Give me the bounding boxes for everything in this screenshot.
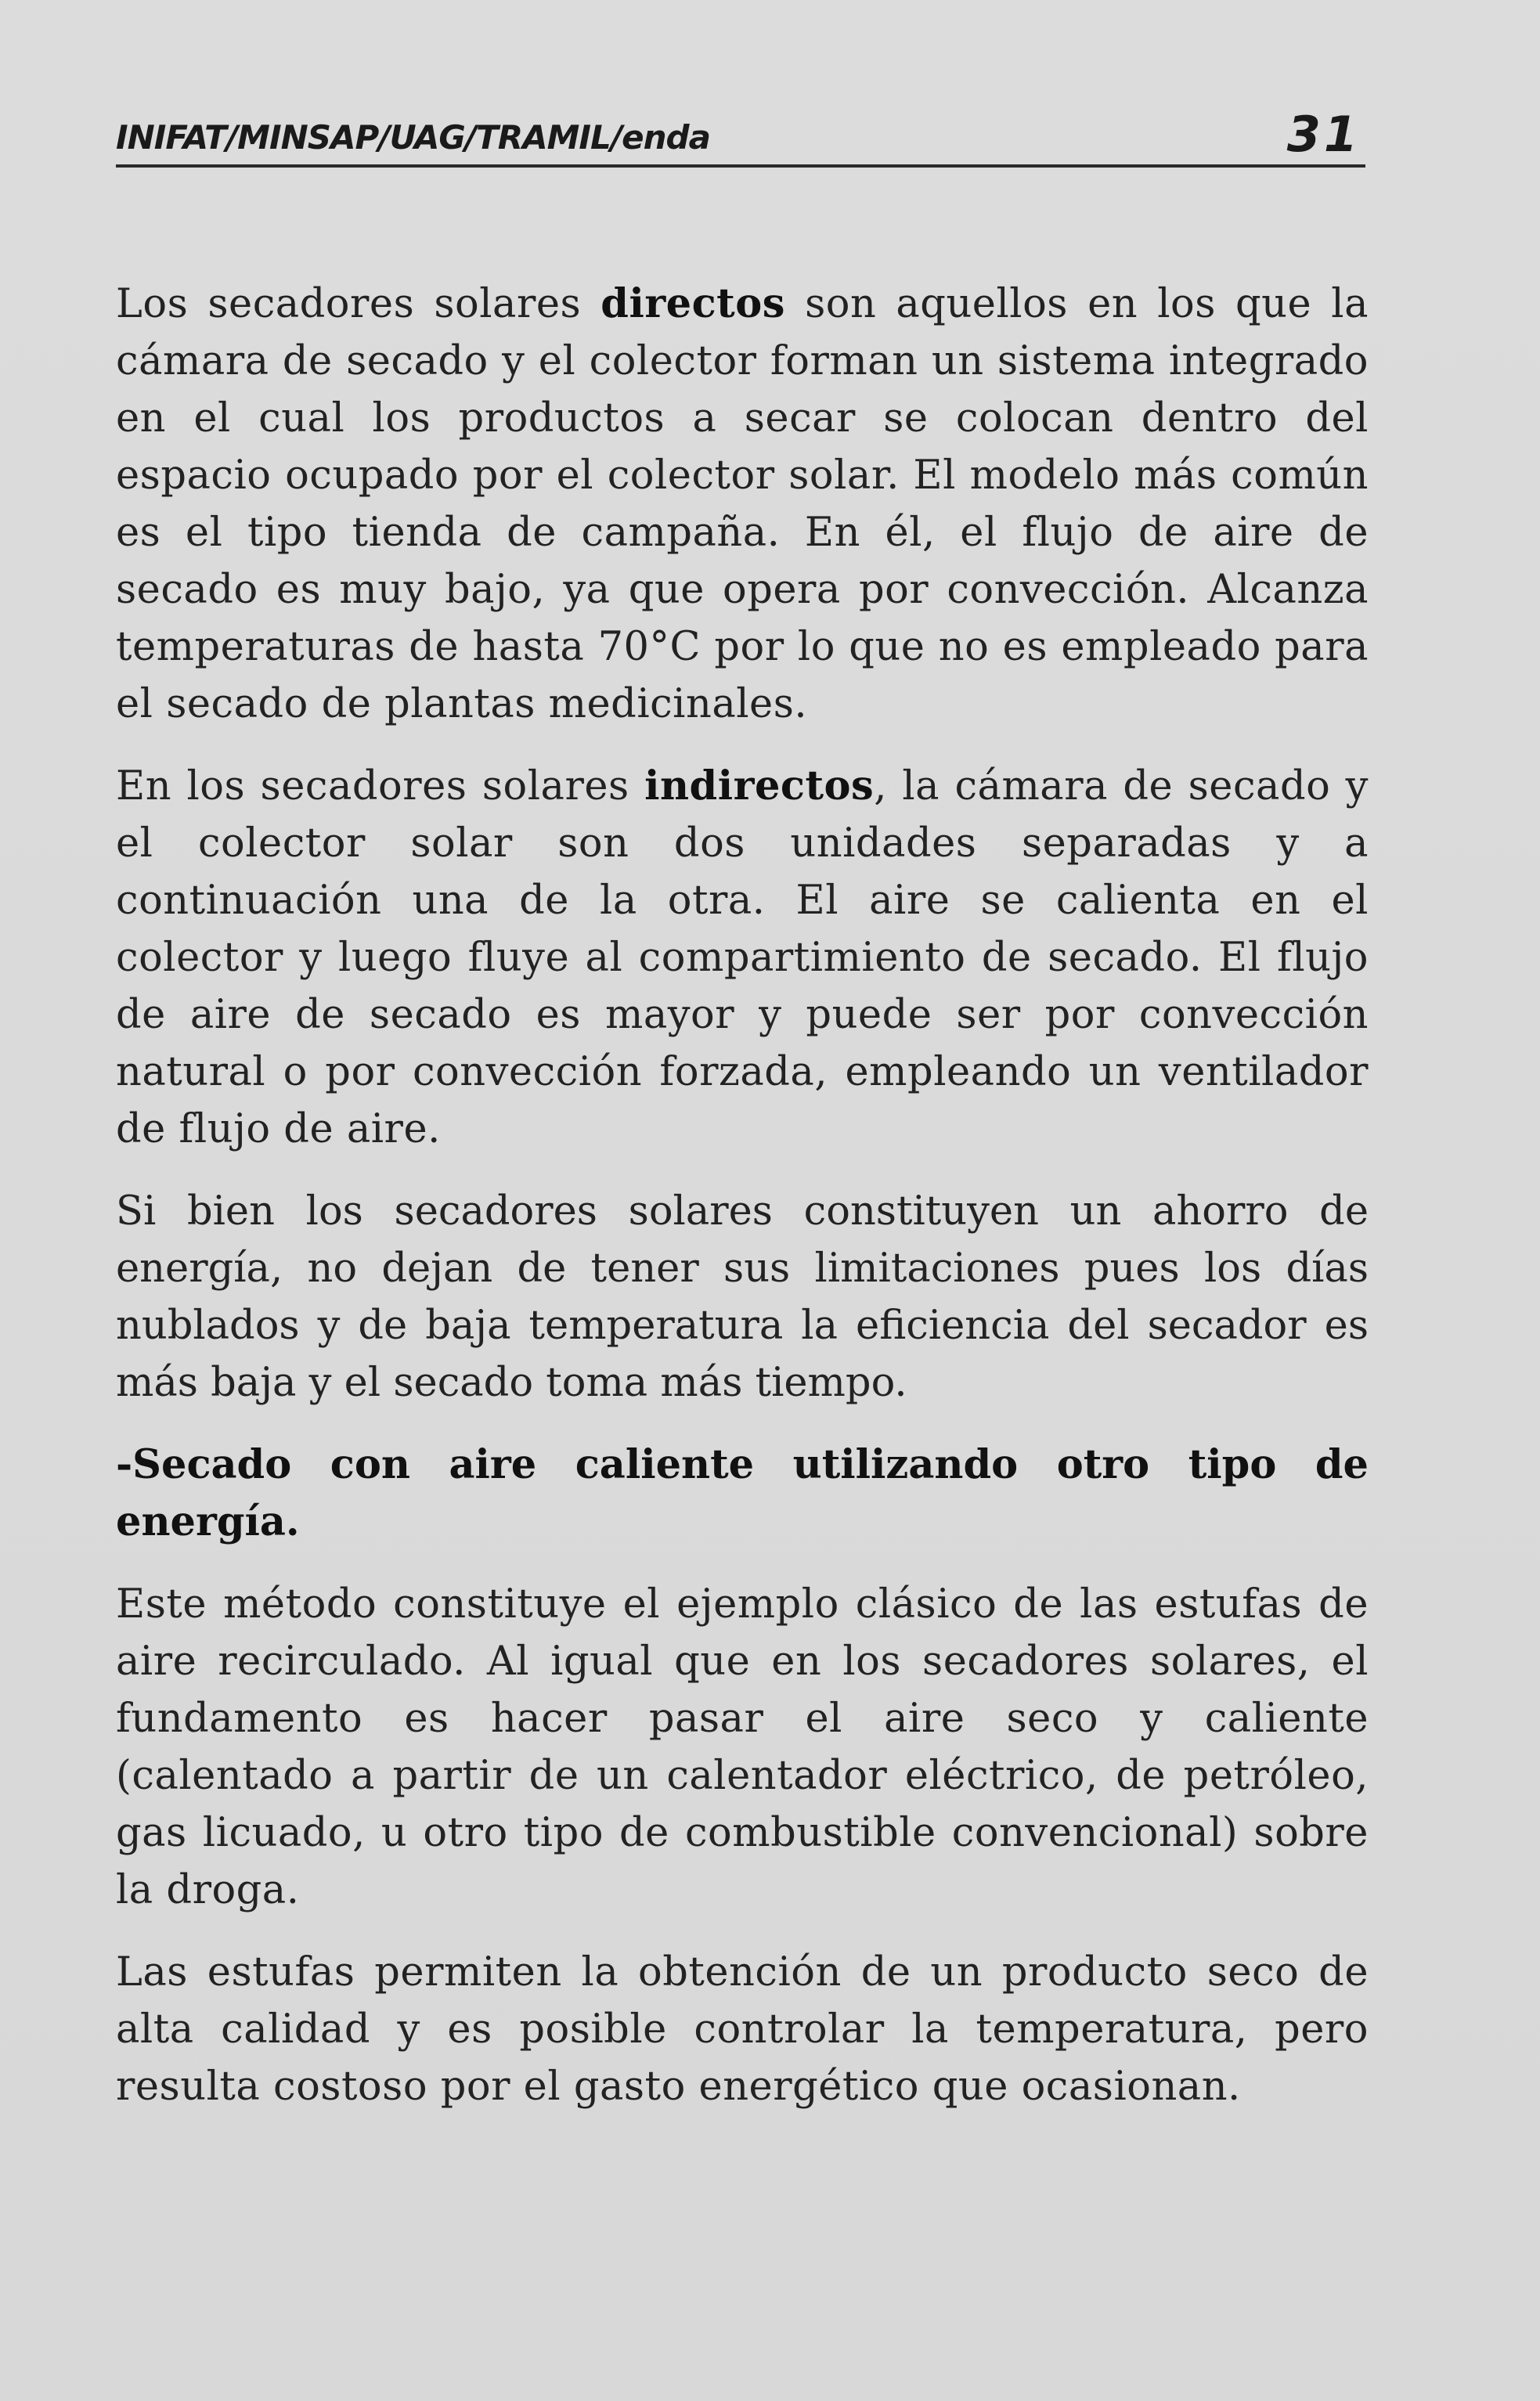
paragraph-text: En los secadores solares: [116, 763, 645, 809]
paragraph-text: Los secadores solares: [116, 281, 601, 327]
page-number: 31: [1286, 106, 1361, 163]
running-head: INIFAT/MINSAP/UAG/TRAMIL/enda: [116, 118, 710, 157]
paragraph-limitations: Si bien los secadores solares constituyen un ahorro de energía, no dejan de tener sus limitaciones pues los días nublados y de baja temperatura la eficiencia del secador es más baja y el secado toma más tiempo.: [116, 1188, 1369, 1406]
paragraph-indirect-dryers: [116, 758, 1369, 1158]
paragraph-text: , la cámara de secado y el colector solar son dos unidades separadas y a continuación una de la otra. El aire se calienta en el colector y luego fluye al compartimiento de secado. El flujo de aire de secado es mayor y puede ser por convección natural o por convección forzada, empleando un ventilador de flujo de aire.: [116, 763, 1369, 1152]
body-text: [116, 276, 1369, 2140]
section-heading: -Secado con aire caliente utilizando otro tipo de energía.: [116, 1441, 1369, 1545]
paragraph-direct-dryers: [116, 276, 1369, 733]
paragraph-ovens: Las estufas permiten la obtención de un producto seco de alta calidad y es posible controlar la temperatura, pero resulta costoso por el gasto energético que ocasionan.: [116, 1949, 1369, 2110]
paragraph-recirculated-air: Este método constituye el ejemplo clásico de las estufas de aire recirculado. Al igual que en los secadores solares, el fundamento es hacer pasar el aire seco y caliente (calentado a partir de un calentador eléctrico, de petróleo, gas licuado, u otro tipo de combustible convencional) sobre la droga.: [116, 1581, 1369, 1913]
paragraph-text: son aquellos en los que la cámara de secado y el colector forman un sistema integrado en el cual los productos a secar se colocan dentro del espacio ocupado por el colector solar. El modelo más común es el tipo tienda de campaña. En él, el flujo de aire de secado es muy bajo, ya que opera por convección. Alcanza temperaturas de hasta 70°C por lo que no es empleado para el secado de plantas medicinales.: [116, 281, 1369, 727]
bold-term-directos: directos: [600, 280, 785, 327]
bold-term-indirectos: indirectos: [644, 762, 875, 809]
page-header: [116, 92, 1365, 168]
